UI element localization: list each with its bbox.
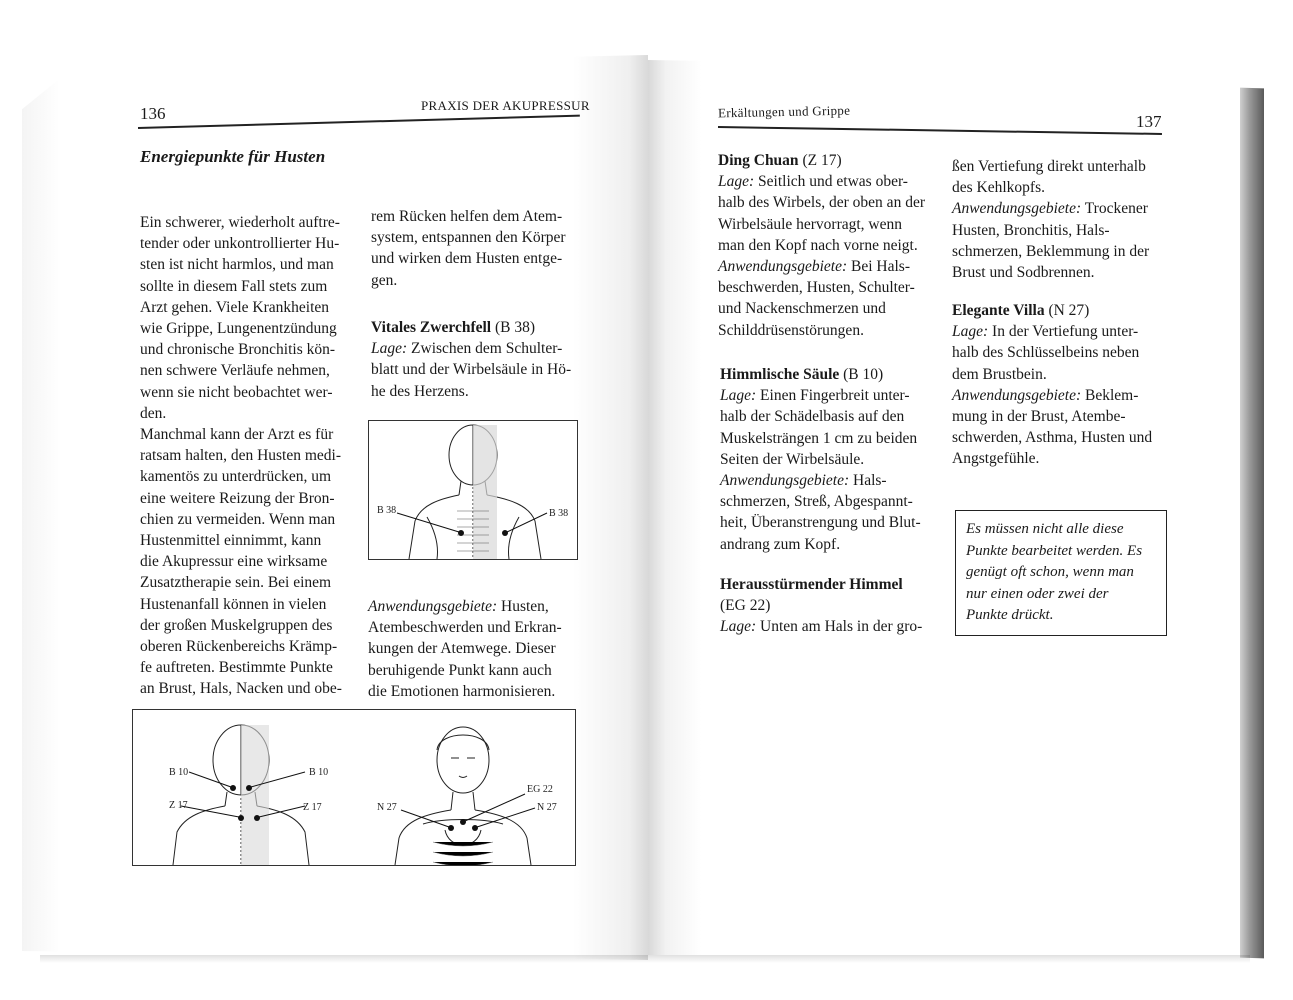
- note-box: Es müssen nicht alle diese Punkte bearbeitet werden. Es genügt oft schon, wenn man nur einen oder zwei der Punkte drückt.: [955, 510, 1167, 636]
- left-col1-text: Ein schwerer, wiederholt auftre- tender oder unkontrollierter Hu- sten ist nicht harmlos, und man sollte in diesem Fall stets zum Arzt gehen. Viele Krankheiten wie Grippe, Lungenentzündung und chronische Bronchitis kön- nen schwere Verläufe nehmen, wenn sie nicht beobachtet wer- den. Manchmal kann der Arzt es für ratsam halten, den Husten medi- kamentös zu unterdrücken, um eine weitere Reizung der Bron- chien zu vermeiden. Wenn man Hustenmittel einnimmt, kann die Akupressur eine wirksame Zusatztherapie sein. Bei einem Hustenanfall können in vielen der großen Muskelgruppen des oberen Rückenbereichs Krämp- fe auftreten. Bestimmte Punkte an Brust, Hals, Nacken und obe-: [140, 214, 342, 698]
- label-n27-left: N 27: [377, 802, 397, 813]
- b38-right-dot: [502, 530, 508, 536]
- elegante-villa-block: Elegante Villa (N 27) Lage: In der Vertiefung unter- halb des Schlüsselbeins neben dem Brustbein. Anwendungsgebiete: Beklem- mung in der Brust, Atembe- schwerden, Asthma, Husten und Angstgefühle.: [952, 302, 1153, 468]
- himmlische-saeule-block: Himmlische Säule (B 10) Lage: Einen Fingerbreit unter- halb der Schädelbasis auf den Muskelsträngen 1 cm zu beiden Seiten der Wirbelsäule. Anwendungsgebiete: Hals- schmerzen, Streß, Abgespannt- heit, Überanstrengung und Blut- andrang zum Kopf.: [720, 366, 921, 553]
- back-illustration: [369, 421, 577, 559]
- label-z17-left: Z 17: [169, 800, 188, 811]
- book-shadow: [40, 955, 1250, 963]
- left-col2-text: rem Rücken helfen dem Atem- system, entspannen den Körper und wirken dem Husten entge- gen.: [371, 208, 566, 289]
- label-b10-left: B 10: [169, 767, 189, 778]
- point-b38-block: Vitales Zwerchfell (B 38) Lage: Zwischen dem Schulter- blatt und der Wirbelsäule in Hö- he des Herzens.: [371, 319, 572, 400]
- left-anwendung-block: Anwendungsgebiete: Husten, Atembeschwerden und Erkran- kungen der Atemwege. Dieser beruhigende Punkt kann auch die Emotionen harmonisieren.: [368, 598, 562, 700]
- neck-chest-illustration: [133, 710, 575, 865]
- left-running-head: PRAXIS DER AKUPRESSUR: [421, 98, 590, 113]
- label-eg22: EG 22: [527, 784, 553, 795]
- label-b10-right: B 10: [309, 767, 329, 778]
- right-running-head: Erkältungen und Grippe: [717, 102, 851, 121]
- page-edge: [1240, 88, 1264, 959]
- label-n27-right: N 27: [537, 802, 557, 813]
- label-z17-right: Z 17: [303, 802, 322, 813]
- label-b38-left: B 38: [377, 505, 397, 516]
- figure-neck-chest: [132, 709, 576, 866]
- herausstuermender-himmel-block: Herausstürmender Himmel (EG 22) Lage: Unten am Hals in der gro-: [720, 576, 923, 636]
- left-page-number: 136: [140, 104, 166, 123]
- figure-back-b38: [368, 420, 578, 560]
- section-title: Energiepunkte für Husten: [140, 147, 326, 166]
- label-b38-right: B 38: [549, 508, 569, 519]
- ding-chuan-block: Ding Chuan (Z 17) Lage: Seitlich und etwas ober- halb des Wirbels, der oben an der Wirbelsäule hervorragt, wenn man den Kopf nach vorne neigt. Anwendungsgebiete: Bei Hals- beschwerden, Husten, Schulter- und Nackenschmerzen und Schilddrüsenstörungen.: [718, 152, 925, 339]
- right-page-number: 137: [1136, 112, 1162, 131]
- b38-left-dot: [458, 530, 464, 536]
- right-col2-continuation: ßen Vertiefung direkt unterhalb des Kehlkopfs. Anwendungsgebiete: Trockener Husten, Bronchitis, Hals- schmerzen, Beklemmung in der Brust und Sodbrennen.: [952, 158, 1150, 282]
